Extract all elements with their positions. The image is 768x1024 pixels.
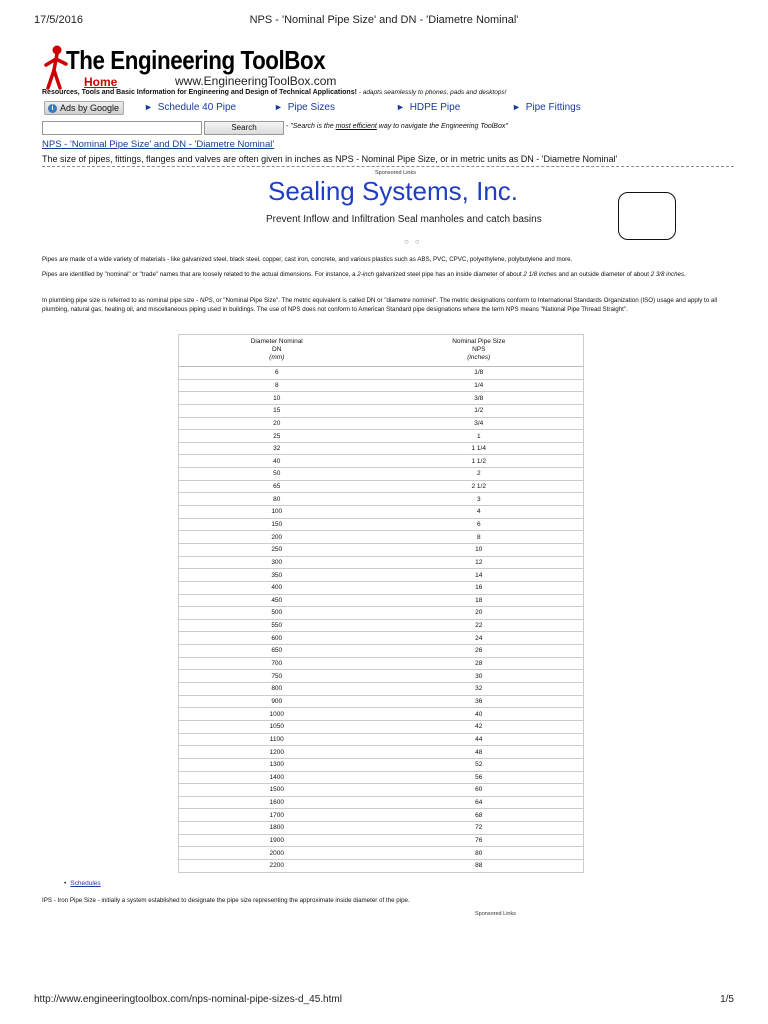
ad-banner[interactable]	[42, 176, 734, 250]
text-run: galvanized steel pipe has an inside diameter of about	[374, 271, 524, 278]
cell-nps: 28	[375, 657, 584, 670]
print-page-number: 1/5	[720, 994, 734, 1005]
header-dn	[179, 335, 375, 367]
cell-nps: 64	[375, 796, 584, 809]
table-row	[179, 430, 584, 443]
breadcrumb[interactable]: NPS - 'Nominal Pipe Size' and DN - 'Diametre Nominal'	[42, 139, 275, 150]
sponsored-links-bottom: Sponsored Links	[475, 911, 516, 917]
cell-dn: 1600	[179, 796, 375, 809]
table-row	[179, 404, 584, 417]
header-line: Nominal Pipe Size	[452, 338, 506, 345]
table-row	[179, 468, 584, 481]
ads-label: Ads by Google	[60, 103, 120, 113]
search-hint-prefix: - "Search is the	[286, 123, 336, 130]
cell-dn: 800	[179, 683, 375, 696]
table-row	[179, 480, 584, 493]
table-row	[179, 506, 584, 519]
cell-dn: 1050	[179, 720, 375, 733]
cell-dn: 10	[179, 392, 375, 405]
cell-nps: 44	[375, 733, 584, 746]
table-row	[179, 670, 584, 683]
cell-nps: 2 1/2	[375, 480, 584, 493]
cell-dn: 500	[179, 607, 375, 620]
cell-dn: 1000	[179, 708, 375, 721]
ads-by-google-button[interactable]	[44, 101, 124, 115]
header-line: DN	[272, 346, 282, 353]
table-row	[179, 543, 584, 556]
table-row	[179, 859, 584, 872]
table-row	[179, 695, 584, 708]
table-row	[179, 518, 584, 531]
text-run: , or "Nominal Pipe Size". The metric equivalent is called DN or "diametre nominel". The metric designations conform to International Standards Organization (ISO) usage and apply to all plumbing, natural gas, heating oil, and miscellaneous piping used in buildings. The use of NPS does not conform to American Standard pipe designations where the term NPS means "National Pipe Thread Straight".	[42, 297, 718, 313]
cell-nps: 76	[375, 834, 584, 847]
site-tagline	[42, 89, 507, 96]
bullet-icon: •	[64, 880, 67, 887]
cell-dn: 200	[179, 531, 375, 544]
play-arrow-icon: ►	[512, 102, 521, 112]
table-row	[179, 708, 584, 721]
paragraph-plumbing	[42, 296, 734, 314]
print-header	[34, 14, 734, 28]
dn-nps-table-grid	[178, 334, 584, 873]
tagline-note: - adapts seamlessly to phones, pads and desktops!	[356, 89, 507, 96]
table-body	[179, 367, 584, 873]
table-row	[179, 771, 584, 784]
cell-dn: 550	[179, 619, 375, 632]
cell-dn: 15	[179, 404, 375, 417]
cell-nps: 24	[375, 632, 584, 645]
text-run-italic: 2 3/8 inches	[650, 271, 685, 278]
print-footer	[34, 994, 734, 1005]
text-run: Pipes are identified by "nominal" or "trade" names that are loosely related to the actual dimensions. For instance, a	[42, 271, 358, 278]
cell-dn: 900	[179, 695, 375, 708]
play-arrow-icon: ►	[396, 102, 405, 112]
cell-dn: 1800	[179, 822, 375, 835]
cell-nps: 88	[375, 859, 584, 872]
cell-dn: 350	[179, 569, 375, 582]
play-arrow-icon: ►	[144, 102, 153, 112]
cell-dn: 700	[179, 657, 375, 670]
text-run-italic: 2 1/8 inches	[523, 271, 557, 278]
header-nps	[375, 335, 584, 367]
cell-nps: 72	[375, 822, 584, 835]
cell-dn: 6	[179, 367, 375, 380]
table-row	[179, 594, 584, 607]
info-icon: i	[48, 104, 57, 113]
search-button[interactable]: Search	[204, 121, 284, 135]
cell-dn: 250	[179, 543, 375, 556]
table-row	[179, 379, 584, 392]
schedules-link[interactable]: Schedules	[70, 880, 101, 887]
paragraph-nominal	[42, 270, 734, 279]
cell-nps: 22	[375, 619, 584, 632]
table-row	[179, 619, 584, 632]
cell-nps: 26	[375, 645, 584, 658]
cell-nps: 1/8	[375, 367, 584, 380]
home-link[interactable]: Home	[84, 75, 118, 89]
table-header-row	[179, 335, 584, 367]
header-line: Diameter Nominal	[250, 338, 303, 345]
cell-dn: 450	[179, 594, 375, 607]
cell-dn: 1200	[179, 746, 375, 759]
cell-dn: 1500	[179, 784, 375, 797]
print-title: NPS - 'Nominal Pipe Size' and DN - 'Diametre Nominal'	[249, 14, 519, 26]
cell-dn: 80	[179, 493, 375, 506]
ad-carousel-dots[interactable]: ○○	[404, 237, 426, 246]
table-row	[179, 796, 584, 809]
cell-nps: 10	[375, 543, 584, 556]
text-run: and an outside diameter of about	[556, 271, 651, 278]
header-line: NPS	[472, 346, 486, 353]
paragraph-materials: Pipes are made of a wide variety of materials - like galvanized steel, black steel, copper, cast iron, concrete, and various plastics such as ABS, PVC, CPVC, polyethylene, polybutylene and more.	[42, 256, 573, 263]
search-hint-suffix: way to navigate the Engineering ToolBox"	[376, 123, 508, 130]
search-hint-link[interactable]: most efficient	[335, 123, 377, 130]
table-row	[179, 822, 584, 835]
table-row	[179, 581, 584, 594]
cell-nps: 14	[375, 569, 584, 582]
table-row	[179, 834, 584, 847]
table-row	[179, 657, 584, 670]
text-run: .	[684, 271, 686, 278]
cell-dn: 600	[179, 632, 375, 645]
table-row	[179, 683, 584, 696]
site-logo[interactable]	[40, 44, 370, 90]
search-input[interactable]	[42, 121, 202, 135]
cell-nps: 3	[375, 493, 584, 506]
cell-nps: 68	[375, 809, 584, 822]
cell-dn: 300	[179, 556, 375, 569]
cell-dn: 100	[179, 506, 375, 519]
table-row	[179, 720, 584, 733]
cell-dn: 65	[179, 480, 375, 493]
cell-nps: 8	[375, 531, 584, 544]
site-url: www.EngineeringToolBox.com	[175, 74, 337, 88]
cell-dn: 1400	[179, 771, 375, 784]
nav-link-label: HDPE Pipe	[409, 102, 461, 113]
table-row	[179, 455, 584, 468]
table-row	[179, 733, 584, 746]
table-row	[179, 784, 584, 797]
print-date: 17/5/2016	[34, 14, 83, 26]
table-row	[179, 556, 584, 569]
text-run-italic: 2-inch	[357, 271, 375, 278]
table-row	[179, 392, 584, 405]
cell-nps: 20	[375, 607, 584, 620]
cell-nps: 42	[375, 720, 584, 733]
table-row	[179, 493, 584, 506]
ad-text: Prevent Inflow and Infiltration Seal manholes and catch basins	[266, 214, 542, 225]
print-url: http://www.engineeringtoolbox.com/nps-nominal-pipe-sizes-d_45.html	[34, 994, 342, 1005]
cell-dn: 2200	[179, 859, 375, 872]
sponsored-links-top: Sponsored Links	[375, 170, 416, 176]
tagline-main: Resources, Tools and Basic Information for Engineering and Design of Technical Applications!	[42, 89, 357, 96]
header-unit: (inches)	[467, 354, 491, 361]
text-run: In plumbing pipe size is referred to as nominal pipe size -	[42, 297, 200, 304]
cell-nps: 4	[375, 506, 584, 519]
table-row	[179, 758, 584, 771]
cell-dn: 400	[179, 581, 375, 594]
play-arrow-icon: ►	[274, 102, 283, 112]
table-row	[179, 847, 584, 860]
ad-title[interactable]: Sealing Systems, Inc.	[268, 176, 518, 206]
cell-nps: 1/2	[375, 404, 584, 417]
table-row	[179, 632, 584, 645]
text-run-italic: NPS	[199, 297, 213, 304]
table-row	[179, 607, 584, 620]
cell-nps: 6	[375, 518, 584, 531]
cell-nps: 3/4	[375, 417, 584, 430]
nav-link-schedule-40-pipe[interactable]	[144, 102, 236, 113]
cell-nps: 40	[375, 708, 584, 721]
schedules-list-item	[64, 880, 101, 887]
search-hint	[286, 123, 508, 130]
intro-text: The size of pipes, fittings, flanges and valves are often given in inches as NPS - Nominal Pipe Size, or in metric units as DN - 'Diametre Nominal'	[42, 154, 618, 164]
cell-nps: 16	[375, 581, 584, 594]
nav-link-label: Pipe Sizes	[287, 102, 335, 113]
cell-dn: 25	[179, 430, 375, 443]
divider	[42, 166, 734, 167]
cell-dn: 650	[179, 645, 375, 658]
cell-nps: 60	[375, 784, 584, 797]
table-row	[179, 442, 584, 455]
cell-nps: 56	[375, 771, 584, 784]
cell-nps: 1 1/2	[375, 455, 584, 468]
cell-dn: 150	[179, 518, 375, 531]
table-row	[179, 645, 584, 658]
cell-nps: 32	[375, 683, 584, 696]
cell-nps: 12	[375, 556, 584, 569]
table-row	[179, 809, 584, 822]
nav-link-hdpe-pipe[interactable]	[396, 102, 460, 113]
paragraph-ips: IPS - Iron Pipe Size - initially a system established to designate the pipe size representing the approximate inside diameter of the pipe.	[42, 897, 410, 904]
cell-nps: 1 1/4	[375, 442, 584, 455]
cell-nps: 1/4	[375, 379, 584, 392]
cell-nps: 52	[375, 758, 584, 771]
cell-nps: 2	[375, 468, 584, 481]
cell-nps: 18	[375, 594, 584, 607]
cell-nps: 1	[375, 430, 584, 443]
cell-dn: 32	[179, 442, 375, 455]
cell-dn: 2000	[179, 847, 375, 860]
cell-nps: 30	[375, 670, 584, 683]
cell-dn: 1300	[179, 758, 375, 771]
cell-dn: 50	[179, 468, 375, 481]
cell-dn: 1900	[179, 834, 375, 847]
nav-link-label: Schedule 40 Pipe	[157, 102, 237, 113]
cell-dn: 1100	[179, 733, 375, 746]
nav-link-label: Pipe Fittings	[525, 102, 581, 113]
cell-dn: 8	[179, 379, 375, 392]
cell-nps: 3/8	[375, 392, 584, 405]
nav-link-pipe-sizes[interactable]	[274, 102, 335, 113]
cell-nps: 48	[375, 746, 584, 759]
table-row	[179, 417, 584, 430]
cell-dn: 40	[179, 455, 375, 468]
cell-nps: 80	[375, 847, 584, 860]
cell-dn: 1700	[179, 809, 375, 822]
dn-nps-table	[178, 334, 584, 873]
site-brand: The Engineering ToolBox	[66, 45, 326, 75]
cell-nps: 36	[375, 695, 584, 708]
nav-row	[42, 100, 722, 118]
table-row	[179, 569, 584, 582]
cell-dn: 750	[179, 670, 375, 683]
table-row	[179, 746, 584, 759]
table-row	[179, 367, 584, 380]
ad-arrow-button[interactable]	[618, 192, 676, 240]
table-row	[179, 531, 584, 544]
cell-dn: 20	[179, 417, 375, 430]
header-unit: (mm)	[269, 354, 285, 361]
nav-link-pipe-fittings[interactable]	[512, 102, 581, 113]
